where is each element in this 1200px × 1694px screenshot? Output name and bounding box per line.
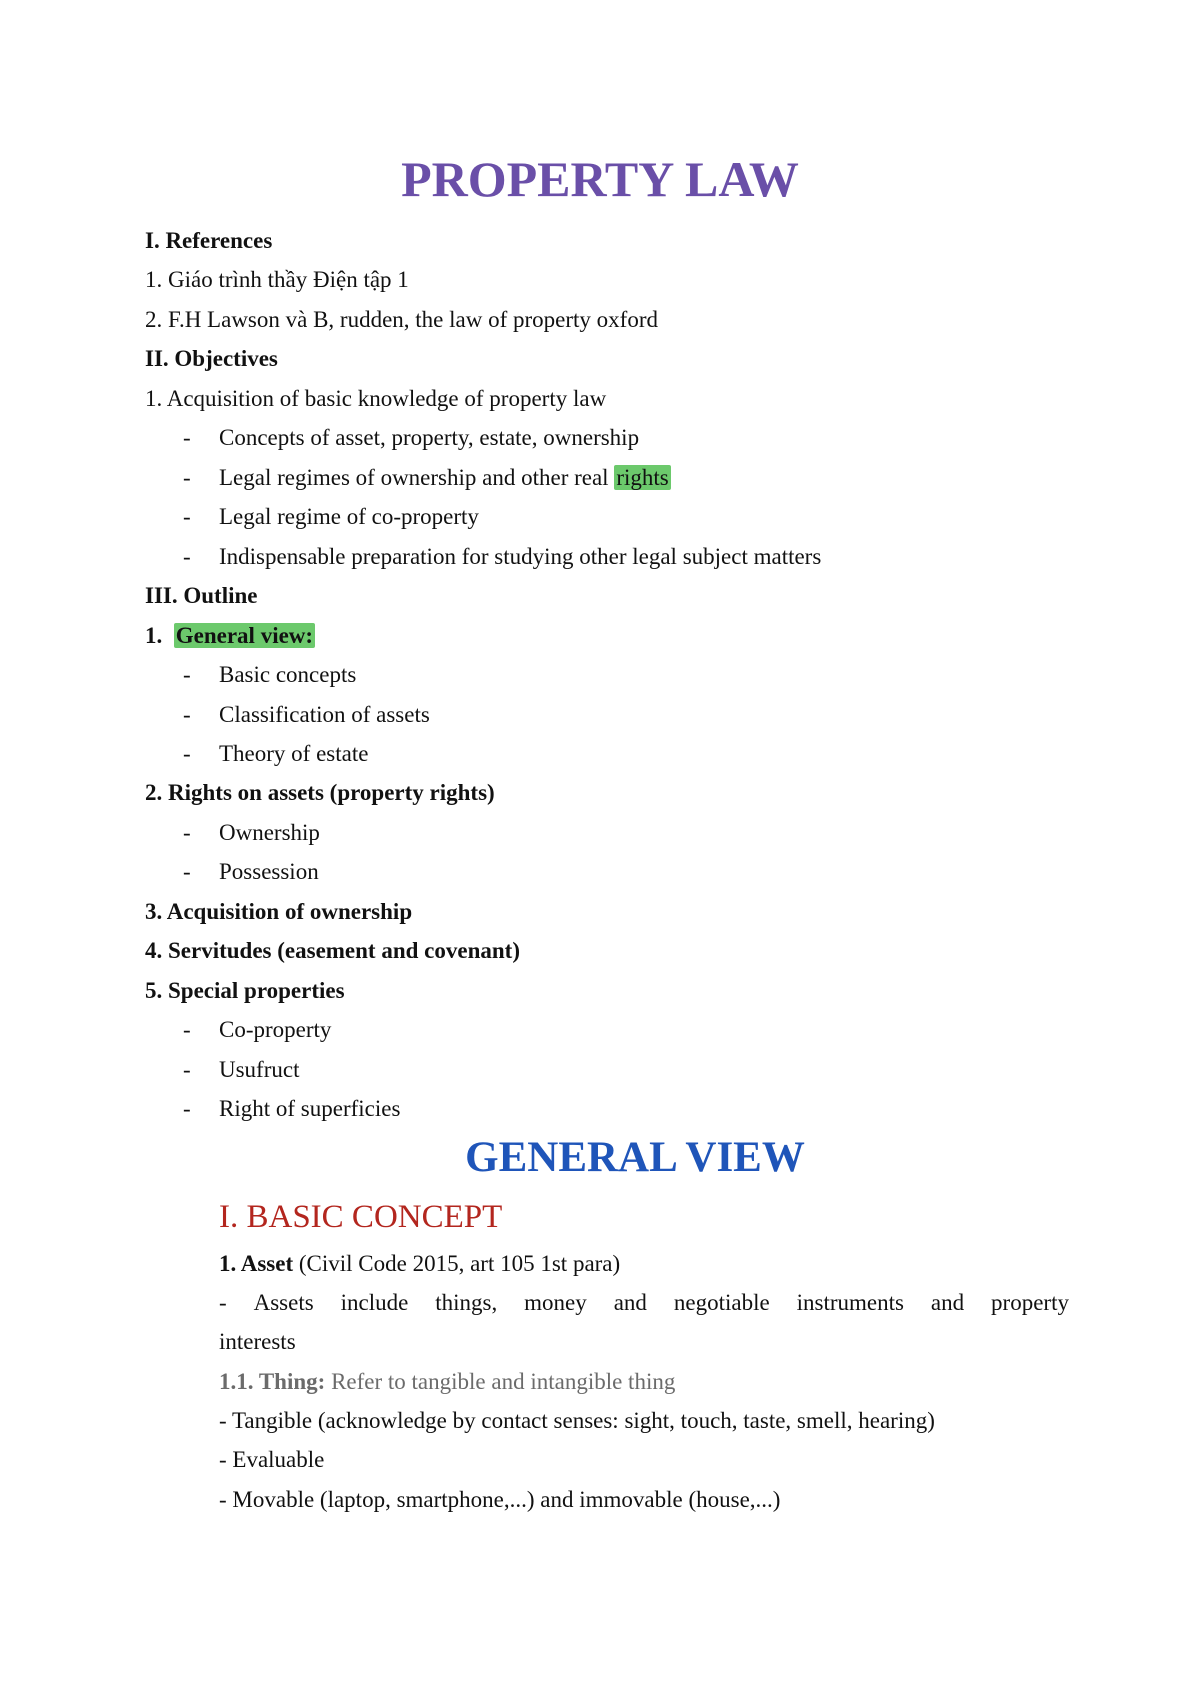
assets-definition-cont: interests	[219, 1329, 296, 1354]
word: and	[930, 1290, 965, 1315]
outline-section-2: 2. Rights on assets (property rights)	[145, 780, 495, 805]
bullet-dash: -	[183, 425, 191, 450]
bullet-dash: -	[183, 544, 191, 569]
general-view-title: GENERAL VIEW	[465, 1134, 805, 1181]
bullet-dash: -	[183, 702, 191, 727]
thing-point: - Evaluable	[219, 1447, 325, 1472]
thing-definition: 1.1. Thing: Refer to tangible and intangible thing	[219, 1369, 676, 1394]
word: Assets	[253, 1290, 314, 1315]
objective-bullet: Legal regimes of ownership and other real rights	[219, 465, 669, 490]
outline-bullet: Theory of estate	[219, 741, 369, 766]
bullet-dash: -	[183, 465, 191, 490]
reference-item: 1. Giáo trình thầy Điện tập 1	[145, 267, 409, 292]
bullet-dash: -	[183, 820, 191, 845]
bullet-dash: -	[183, 662, 191, 687]
highlighted-heading: General view:	[175, 623, 314, 648]
highlighted-word: rights	[616, 465, 669, 490]
bullet-dash: -	[183, 741, 191, 766]
bullet-dash: -	[183, 1017, 191, 1042]
word: -	[219, 1290, 227, 1315]
outline-section-5: 5. Special properties	[145, 978, 345, 1003]
outline-section-3: 3. Acquisition of ownership	[145, 899, 413, 924]
objective-item: 1. Acquisition of basic knowledge of property law	[145, 386, 607, 411]
outline-bullet: Classification of assets	[219, 702, 430, 727]
word: include	[340, 1290, 409, 1315]
objective-bullet: Indispensable preparation for studying other legal subject matters	[219, 544, 822, 569]
outline-bullet: Ownership	[219, 820, 320, 845]
word: property	[991, 1290, 1069, 1315]
references-heading: I. References	[145, 228, 273, 253]
bullet-dash: -	[183, 1057, 191, 1082]
word: things,	[435, 1290, 498, 1315]
thing-point: - Movable (laptop, smartphone,...) and immovable (house,...)	[219, 1487, 781, 1512]
word: and	[613, 1290, 647, 1315]
outline-bullet: Co-property	[219, 1017, 332, 1042]
outline-heading: III. Outline	[145, 583, 258, 608]
objectives-heading: II. Objectives	[145, 346, 278, 371]
word: money	[524, 1290, 587, 1315]
outline-bullet: Usufruct	[219, 1057, 300, 1082]
assets-definition	[219, 1291, 1069, 1314]
outline-bullet: Right of superficies	[219, 1096, 401, 1121]
bullet-dash: -	[183, 859, 191, 884]
word: negotiable	[673, 1290, 770, 1315]
objective-bullet: Legal regime of co-property	[219, 504, 479, 529]
bullet-dash: -	[183, 1096, 191, 1121]
thing-point: - Tangible (acknowledge by contact senses: sight, touch, taste, smell, hearing)	[219, 1408, 935, 1433]
objective-bullet: Concepts of asset, property, estate, ownership	[219, 425, 640, 450]
bullet-dash: -	[183, 504, 191, 529]
document-title: PROPERTY LAW	[401, 151, 799, 207]
basic-concept-heading: I. BASIC CONCEPT	[219, 1199, 503, 1235]
reference-item: 2. F.H Lawson và B, rudden, the law of property oxford	[145, 307, 658, 332]
asset-line: 1. Asset (Civil Code 2015, art 105 1st para)	[219, 1251, 621, 1276]
outline-section-1: 1. General view:	[145, 623, 314, 648]
outline-bullet: Basic concepts	[219, 662, 357, 687]
word: instruments	[796, 1290, 904, 1315]
outline-bullet: Possession	[219, 859, 319, 884]
outline-section-4: 4. Servitudes (easement and covenant)	[145, 938, 520, 963]
